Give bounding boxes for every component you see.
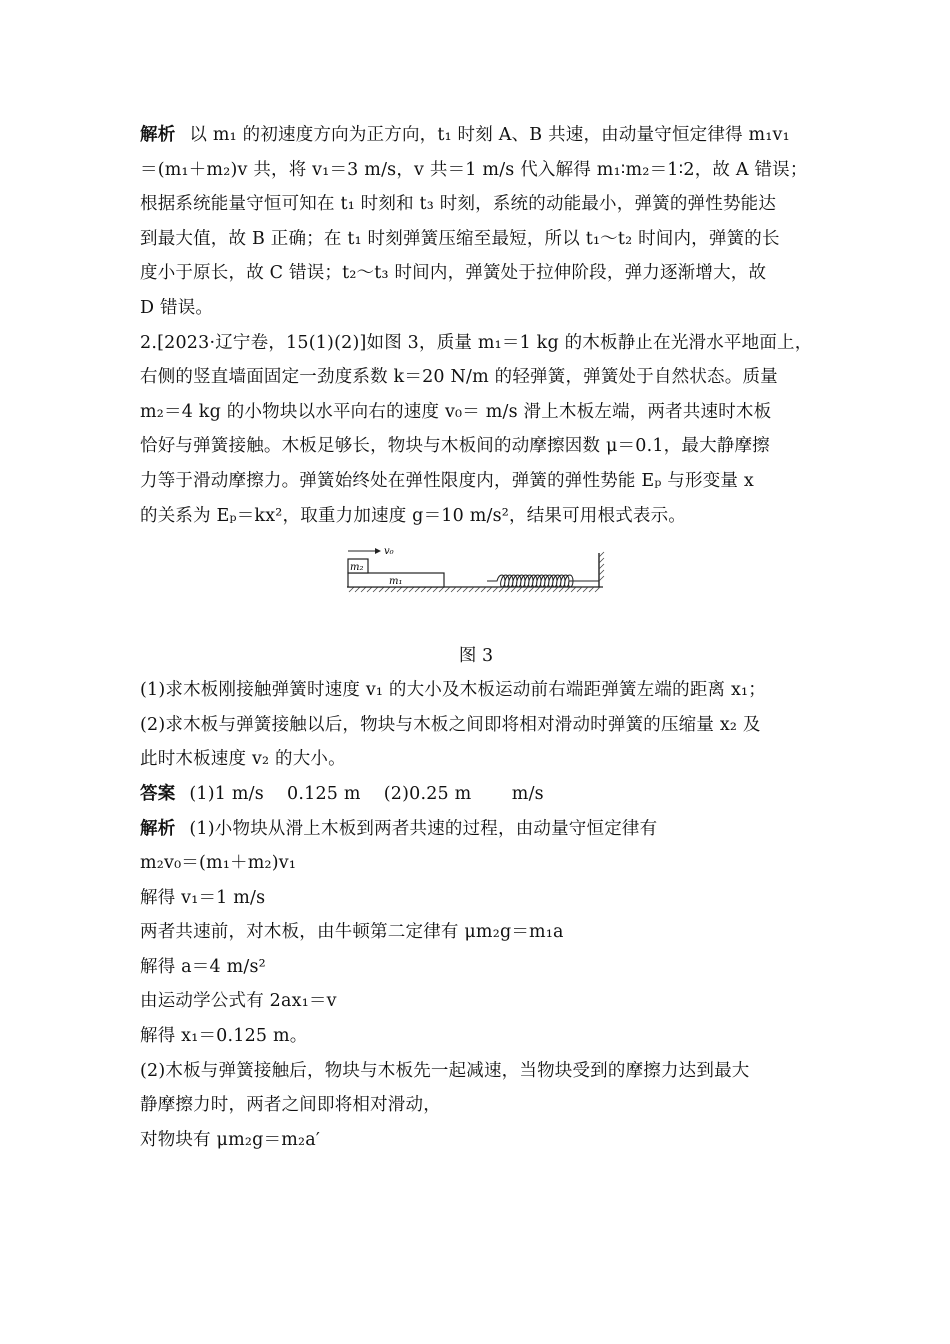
answer-line <box>140 777 812 812</box>
analysis-line: m₂v₀＝(m₁＋m₂)v₁ <box>140 853 297 874</box>
figure-caption: 图 3 <box>458 646 494 667</box>
analysis-line: 解析 (1)小物块从滑上木板到两者共速的过程，由动量守恒定律有 <box>140 818 658 839</box>
analysis-tag: 解析 <box>140 818 176 839</box>
analysis-line: 对物块有 μm₂g＝m₂a′ <box>140 1129 321 1150</box>
question-line: (1)求木板刚接触弹簧时速度 v₁ 的大小及木板运动前右端距弹簧左端的距离 x₁； <box>140 680 766 701</box>
analysis-line: 解得 x₁＝0.125 m。 <box>140 1026 308 1047</box>
analysis-line: D 错误。 <box>140 297 214 318</box>
problem-line: 右侧的竖直墙面固定一劲度系数 k＝20 N/m 的轻弹簧，弹簧处于自然状态。质量 <box>140 367 778 388</box>
analysis-tag: 解析 <box>140 125 176 145</box>
problem-line: 恰好与弹簧接触。木板足够长，物块与木板间的动摩擦因数 μ＝0.1，最大静摩擦 <box>140 436 770 457</box>
problem-line: 力等于滑动摩擦力。弹簧始终处在弹性限度内，弹簧的弹性势能 Eₚ 与形变量 x <box>140 470 754 491</box>
analysis-line: (2)木板与弹簧接触后，物块与木板先一起减速，当物块受到的摩擦力达到最大 <box>140 1060 750 1081</box>
answer-tag: 答案 <box>140 783 176 804</box>
ground-hatch <box>349 587 600 592</box>
analysis-line: ＝(m₁＋m₂)v 共，将 v₁＝3 m/s，v 共＝1 m/s 代入解得 m₁∶m₂＝1∶2，故 A 错误； <box>140 159 808 180</box>
arrow-head-icon <box>375 548 381 554</box>
questions <box>140 673 812 777</box>
document-page <box>140 118 812 1157</box>
spring <box>487 575 599 587</box>
analysis-line: 解得 v₁＝1 m/s <box>140 887 266 908</box>
analysis-line: 度小于原长，故 C 错误；t₂～t₃ 时间内，弹簧处于拉伸阶段，弹力逐渐增大，故 <box>140 263 767 284</box>
problem-line: 2.[2023·辽宁卷，15(1)(2)]如图 3，质量 m₁＝1 kg 的木板静止在光滑水平地面上， <box>140 332 813 353</box>
block-label: m₂ <box>350 562 364 574</box>
analysis-line: 静摩擦力时，两者之间即将相对滑动， <box>140 1095 441 1116</box>
analysis-line: 到最大值，故 B 正确；在 t₁ 时刻弹簧压缩至最短，所以 t₁～t₂ 时间内，弹簧的长 <box>140 228 780 249</box>
analysis-line: 解得 a＝4 m/s² <box>140 956 266 977</box>
analysis-line: 根据系统能量守恒可知在 t₁ 时刻和 t₃ 时刻，系统的动能最小，弹簧的弹性势能达 <box>140 194 777 215</box>
answer-text: (1)1 m/s 0.125 m (2)0.25 m m/s <box>189 783 544 804</box>
question-line: 此时木板速度 v₂ 的大小。 <box>140 749 346 770</box>
problem-statement <box>140 326 812 534</box>
figure-3 <box>140 543 812 633</box>
analysis-section-2 <box>140 812 812 1158</box>
problem-line: m₂＝4 kg 的小物块以水平向右的速度 v₀＝ m/s 滑上木板左端，两者共速时木板 <box>140 401 772 422</box>
analysis-line: 解析 以 m₁ 的初速度方向为正方向，t₁ 时刻 A、B 共速，由动量守恒定律得 m₁v₁ <box>140 125 790 145</box>
spring-board-diagram <box>345 543 607 595</box>
analysis-line: 由运动学公式有 2ax₁＝v <box>140 991 337 1012</box>
problem-line: 的关系为 Eₚ＝kx²，取重力加速度 g＝10 m/s²，结果可用根式表示。 <box>140 505 687 526</box>
board-label: m₁ <box>389 576 403 588</box>
analysis-line: 两者共速前，对木板，由牛顿第二定律有 μm₂g＝m₁a <box>140 922 564 943</box>
velocity-label: v₀ <box>384 546 394 558</box>
question-line: (2)求木板与弹簧接触以后，物块与木板之间即将相对滑动时弹簧的压缩量 x₂ 及 <box>140 714 761 735</box>
wall-hatch <box>599 552 604 581</box>
analysis-section-1 <box>140 118 812 326</box>
